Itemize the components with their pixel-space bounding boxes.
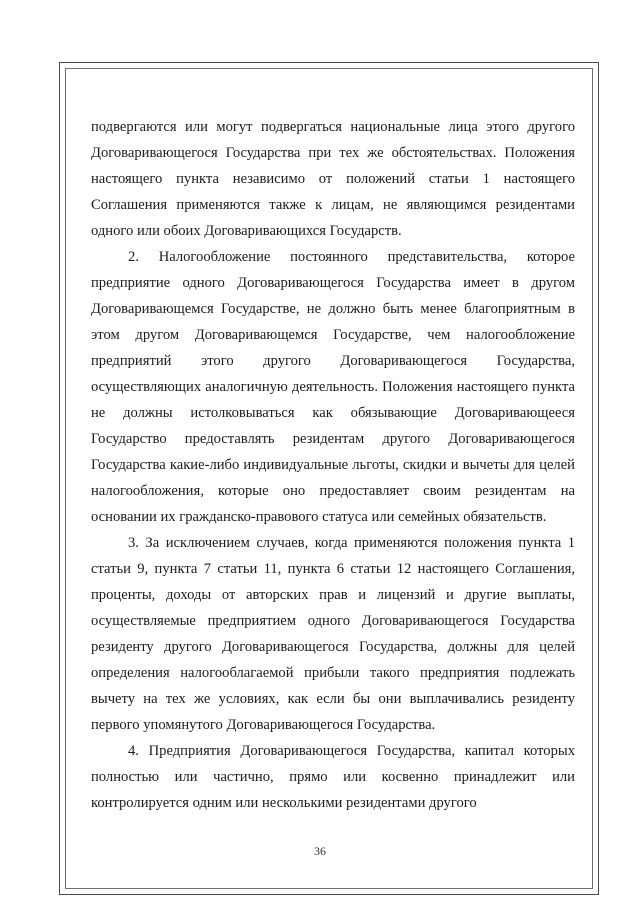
paragraph-item-4: 4. Предприятия Договаривающегося Государства, капитал которых полностью или частично, прямо или косвенно принадлежит или контролируется одним или несколькими резидентами другого xyxy=(91,743,575,811)
paragraph-item-2: 2. Налогообложение постоянного представительства, которое предприятие одного Договаривающегося Государства имеет в другом Договаривающемся Государстве, не должно быть менее благоприятным в этом другом Договаривающемся Государстве, чем налогообложение предприятий этого другого Договаривающегося Государства, осуществляющих аналогичную деятельность. Положения настоящего пункта не должны истолковываться как обязывающие Договаривающееся Государство предоставлять резидентам другого Договаривающегося Государства какие-либо индивидуальные льготы, скидки и вычеты для целей налогообложения, которые оно предоставляет своим резидентам на основании их гражданско-правового статуса или семейных обязательств. xyxy=(91,249,575,525)
document-body xyxy=(91,114,575,816)
page-number: 36 xyxy=(314,844,326,858)
paragraph-item-3: 3. За исключением случаев, когда применяются положения пункта 1 статьи 9, пункта 7 статьи 11, пункта 6 статьи 12 настоящего Соглашения, проценты, доходы от авторских прав и лицензий и другие выплаты, осуществляемые предприятием одного Договаривающегося Государства резиденту другого Договаривающегося Государства, должны для целей определения налогооблагаемой прибыли такого предприятия подлежать вычету на тех же условиях, как если бы они выплачивались резиденту первого упомянутого Договаривающегося Государства. xyxy=(91,535,575,733)
paragraph-continuation: подвергаются или могут подвергаться национальные лица этого другого Договаривающегося Государства при тех же обстоятельствах. Положения настоящего пункта независимо от положений статьи 1 настоящего Соглашения применяются также к лицам, не являющимся резидентами одного или обоих Договаривающихся Государств. xyxy=(91,119,575,239)
